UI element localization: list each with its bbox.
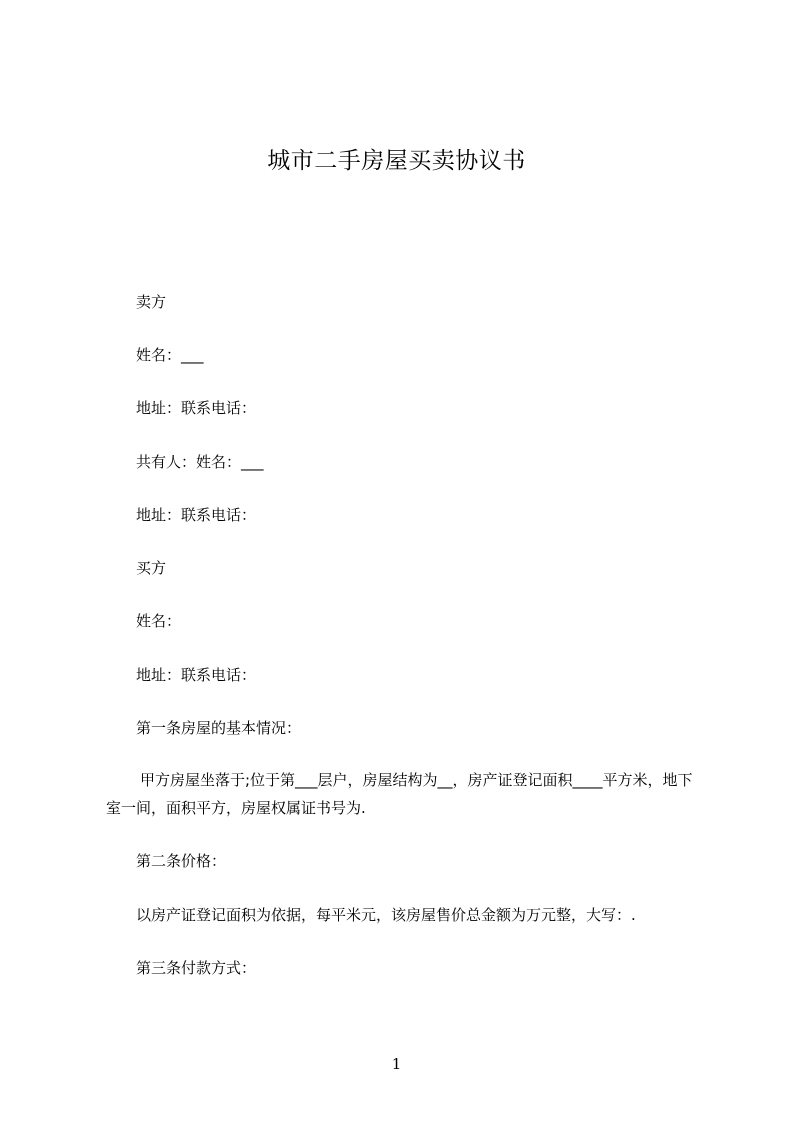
co-owner-name-line: 共有人：姓名：___ bbox=[136, 453, 264, 471]
page-number: 1 bbox=[391, 1055, 402, 1073]
article-2-heading: 第二条价格： bbox=[136, 852, 227, 870]
buyer-address-line: 地址：联系电话： bbox=[136, 666, 257, 684]
article-1-body bbox=[106, 766, 706, 822]
seller-address-line: 地址：联系电话： bbox=[136, 399, 257, 417]
buyer-heading: 买方 bbox=[136, 559, 167, 577]
article-1-body-text: 甲方房屋坐落于;位于第___层户，房屋结构为__，房产证登记面积____平方米，地下室一间，面积平方，房屋权属证书号为. bbox=[106, 771, 693, 817]
co-owner-address-line: 地址：联系电话： bbox=[136, 506, 257, 524]
article-2-body: 以房产证登记面积为依据，每平米元，该房屋售价总金额为万元整，大写：. bbox=[136, 906, 636, 924]
document-title: 城市二手房屋买卖协议书 bbox=[267, 148, 526, 174]
buyer-name-line: 姓名： bbox=[136, 612, 182, 630]
seller-heading: 卖方 bbox=[136, 293, 167, 311]
article-3-heading: 第三条付款方式： bbox=[136, 959, 257, 977]
seller-name-line: 姓名：___ bbox=[136, 346, 204, 364]
article-1-heading: 第一条房屋的基本情况： bbox=[136, 719, 302, 737]
